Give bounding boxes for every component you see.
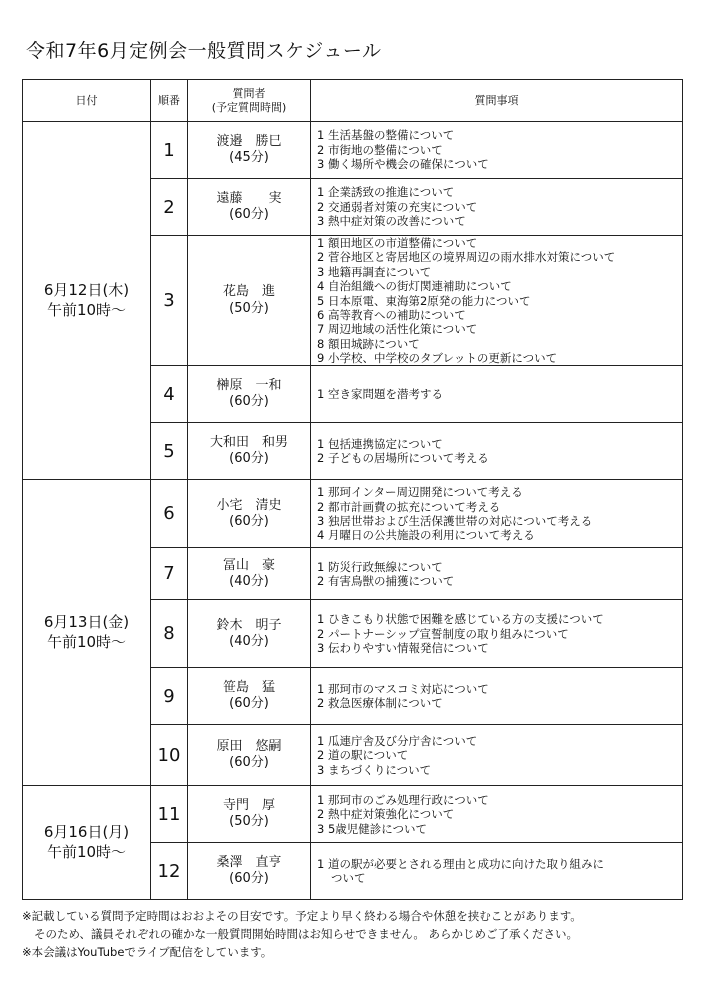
questioner-duration: (60分) <box>229 696 269 712</box>
topic-item: 1 額田地区の市道整備について <box>317 236 478 250</box>
topics-cell <box>311 423 683 480</box>
order-number: 10 <box>151 725 188 786</box>
questioner-duration: (60分) <box>229 871 269 887</box>
topic-item: 3 独居世帯および生活保護世帯の対応について考える <box>317 513 593 528</box>
date-cell <box>23 480 151 786</box>
table-row <box>23 786 683 843</box>
topic-item: 2 救急医療体制について <box>317 696 443 711</box>
topics-cell <box>311 668 683 725</box>
questioner-name: 原田 悠嗣 <box>216 739 282 755</box>
questioner-name: 桑澤 直亨 <box>216 855 282 871</box>
questioner-duration: (60分) <box>229 207 269 222</box>
topic-item: 3 地籍再調査について <box>317 264 432 279</box>
questioner-name: 小宅 清史 <box>216 497 282 513</box>
order-number: 2 <box>151 179 188 236</box>
questioner-cell <box>188 600 311 668</box>
topic-item: 8 額田城跡について <box>317 336 420 351</box>
topic-item: 1 那珂市のマスコミ対応について <box>317 682 489 696</box>
questioner-cell <box>188 122 311 179</box>
topic-item: 9 小学校、中学校のタブレットの更新について <box>317 351 558 365</box>
notes <box>22 908 692 961</box>
order-number: 5 <box>151 423 188 480</box>
questioner-cell <box>188 423 311 480</box>
questioner-cell <box>188 786 311 843</box>
questioner-name: 大和田 和男 <box>209 435 288 451</box>
topic-item: 1 那珂インター周辺開発について考える <box>317 485 523 500</box>
questioner-duration: (60分) <box>229 755 269 771</box>
header-questioner <box>188 80 311 122</box>
topic-item: 1 包括連携協定について <box>317 437 443 451</box>
session-date: 6月12日(木) <box>43 281 130 300</box>
date-cell <box>23 122 151 480</box>
header-order: 順番 <box>151 80 188 122</box>
topic-item: 2 市街地の整備について <box>317 142 443 157</box>
topic-item: 2 菅谷地区と寄居地区の境界周辺の雨水排水対策について <box>317 250 616 265</box>
note-line: ※記載している質問予定時間はおおよその目安です。予定より早く終わる場合や休憩を挟むことがあります。 <box>22 909 582 923</box>
topic-item: 2 有害鳥獣の捕獲について <box>317 573 455 588</box>
questioner-cell <box>188 366 311 423</box>
topic-item: 1 空き家問題を潜考する <box>317 387 443 402</box>
topic-item: 4 月曜日の公共施設の利用について考える <box>317 528 535 543</box>
questioner-duration: (45分) <box>229 150 269 165</box>
topics-cell <box>311 122 683 179</box>
session-time: 午前10時～ <box>46 632 127 651</box>
questioner-name: 渡邉 勝巳 <box>216 133 282 149</box>
questioner-name: 榊原 一和 <box>216 378 282 394</box>
topic-item: 6 高等教育への補助について <box>317 307 466 322</box>
topics-cell <box>311 179 683 236</box>
topic-item: 3 伝わりやすい情報発信について <box>317 641 489 656</box>
questioner-cell <box>188 843 311 900</box>
order-number: 6 <box>151 480 188 548</box>
order-number: 9 <box>151 668 188 725</box>
note-line: そのため、議員それぞれの確かな一般質問開始時間はお知らせできません。 あらかじめご了承ください。 <box>34 926 579 941</box>
questioner-duration: (40分) <box>229 573 269 589</box>
topic-item: 7 周辺地域の活性化策について <box>317 322 478 337</box>
topic-item: ついて <box>331 871 366 886</box>
questioner-cell <box>188 725 311 786</box>
session-date: 6月16日(月) <box>43 823 130 842</box>
topic-item: 1 那珂市のごみ処理行政について <box>317 792 489 807</box>
questioner-duration: (60分) <box>229 394 269 410</box>
topic-item: 3 熱中症対策の改善について <box>317 214 466 229</box>
header-date: 日付 <box>23 80 151 122</box>
topics-cell <box>311 786 683 843</box>
topic-item: 1 瓜連庁舎及び分庁舎について <box>317 733 478 748</box>
topic-item: 1 道の駅が必要とされる理由と成功に向けた取り組みに <box>317 857 604 871</box>
topic-item: 5 日本原電、東海第2原発の能力について <box>317 293 531 308</box>
topic-item: 2 パートナーシップ宣誓制度の取り組みについて <box>317 626 569 641</box>
order-number: 3 <box>151 236 188 366</box>
questioner-name: 花島 進 <box>222 284 275 300</box>
order-number: 12 <box>151 843 188 900</box>
topics-cell <box>311 843 683 900</box>
order-number: 1 <box>151 122 188 179</box>
table-row <box>23 480 683 548</box>
header-questioner-time: (予定質問時間) <box>211 100 287 114</box>
questioner-name: 笹島 猛 <box>222 680 275 696</box>
questioner-cell <box>188 548 311 600</box>
topics-cell <box>311 236 683 366</box>
topic-item: 2 道の駅について <box>317 748 409 763</box>
header-topics: 質問事項 <box>311 80 683 122</box>
questioner-cell <box>188 668 311 725</box>
topic-item: 4 自治組織への街灯関連補助について <box>317 279 512 294</box>
questioner-cell <box>188 179 311 236</box>
topic-item: 1 生活基盤の整備について <box>317 128 455 143</box>
header-questioner-label: 質問者 <box>232 87 266 101</box>
questioner-duration: (40分) <box>229 633 269 649</box>
questioner-cell <box>188 480 311 548</box>
order-number: 11 <box>151 786 188 843</box>
topic-item: 3 まちづくりについて <box>317 762 432 777</box>
note-line: ※本会議はYouTubeでライブ配信をしています。 <box>22 944 273 959</box>
topic-item: 2 子どもの居場所について考える <box>317 451 489 466</box>
topics-cell <box>311 366 683 423</box>
topic-item: 2 都市計画費の拡充について考える <box>317 499 501 514</box>
topics-cell <box>311 548 683 600</box>
questioner-duration: (60分) <box>229 513 269 529</box>
order-number: 4 <box>151 366 188 423</box>
topic-item: 3 5歳児健診について <box>317 821 428 836</box>
page-title: 令和7年6月定例会一般質問スケジュール <box>26 40 382 62</box>
session-time: 午前10時～ <box>46 842 127 861</box>
date-cell <box>23 786 151 900</box>
topic-item: 2 熱中症対策強化について <box>317 807 455 822</box>
table-row <box>23 122 683 179</box>
session-date: 6月13日(金) <box>43 613 130 632</box>
questioner-name: 冨山 豪 <box>222 557 275 573</box>
order-number: 8 <box>151 600 188 668</box>
schedule-table <box>22 79 683 900</box>
questioner-duration: (50分) <box>229 300 269 316</box>
topic-item: 1 ひきこもり状態で困難を感じている方の支援について <box>317 612 604 627</box>
questioner-duration: (50分) <box>229 814 269 830</box>
session-time: 午前10時～ <box>46 300 127 319</box>
topic-item: 1 防災行政無線について <box>317 559 443 574</box>
questioner-name: 寺門 厚 <box>222 798 275 814</box>
topics-cell <box>311 600 683 668</box>
questioner-duration: (60分) <box>229 451 269 467</box>
topics-cell <box>311 725 683 786</box>
order-number: 7 <box>151 548 188 600</box>
topic-item: 1 企業誘致の推進について <box>317 185 455 200</box>
topic-item: 3 働く場所や機会の確保について <box>317 157 489 172</box>
topics-cell <box>311 480 683 548</box>
questioner-cell <box>188 236 311 366</box>
header-row <box>23 80 683 122</box>
topic-item: 2 交通弱者対策の充実について <box>317 199 478 214</box>
questioner-name: 遠藤 実 <box>216 190 282 206</box>
questioner-name: 鈴木 明子 <box>216 617 282 633</box>
